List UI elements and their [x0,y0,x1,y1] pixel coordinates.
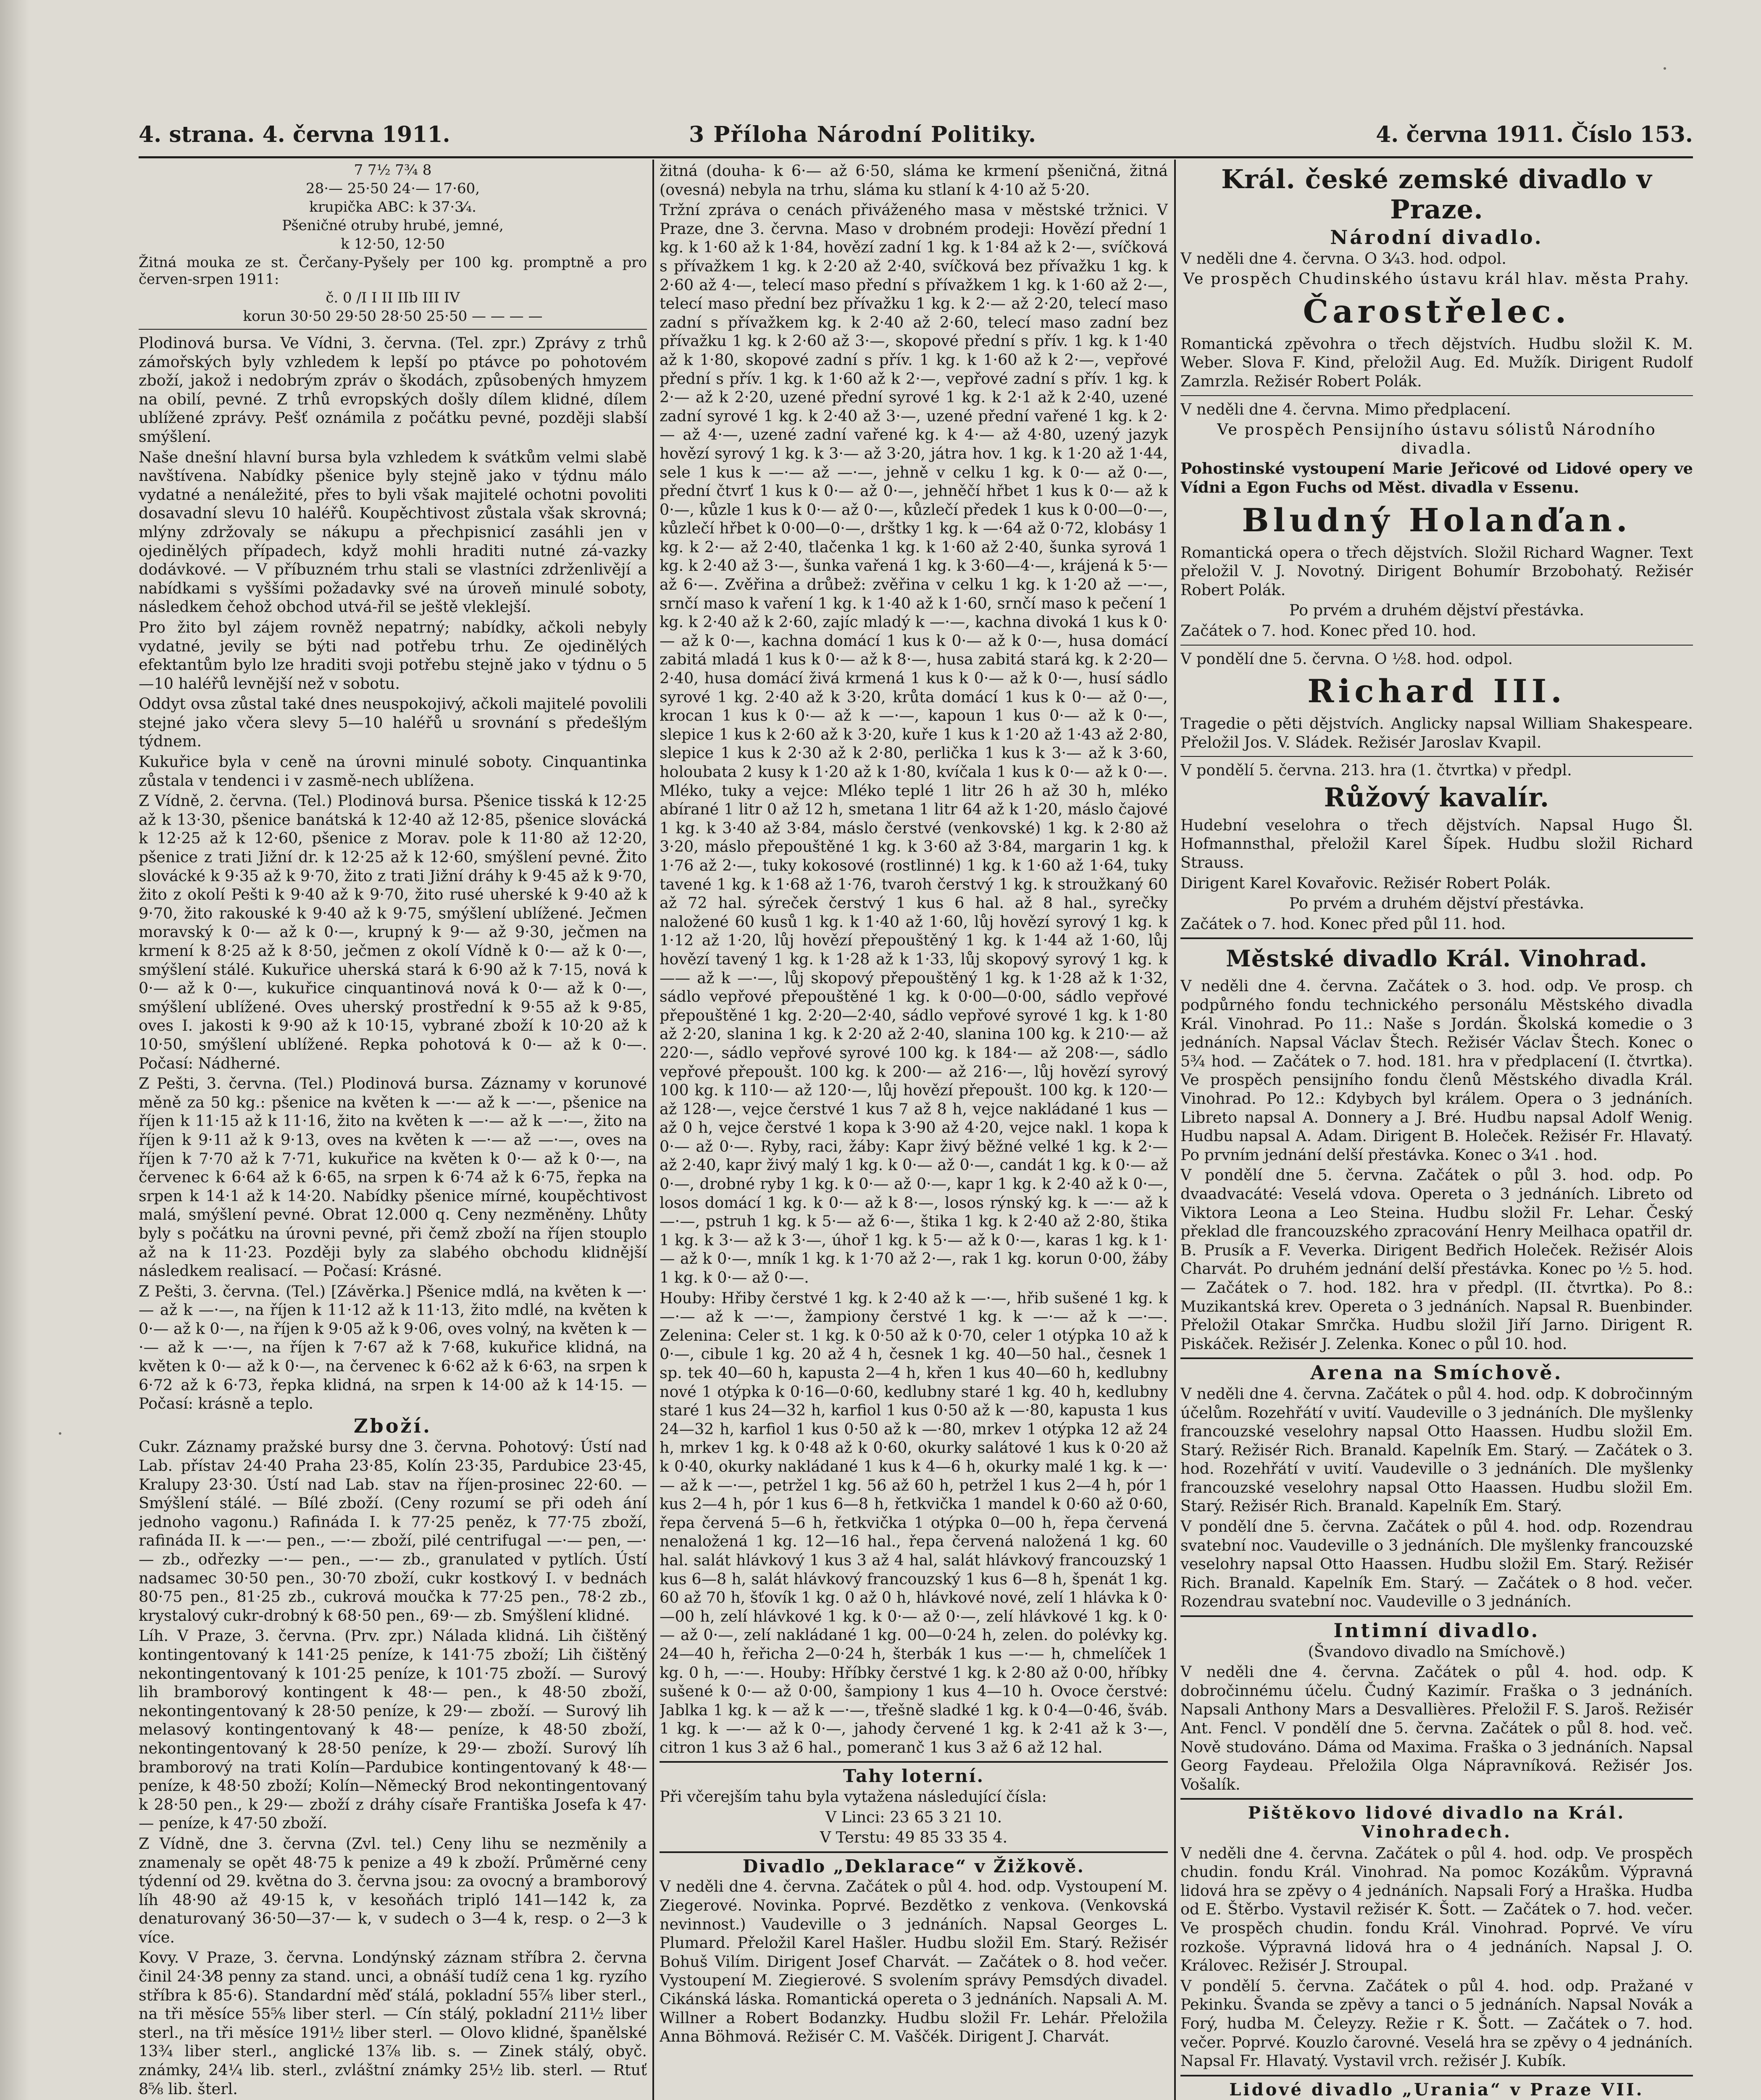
article-paragraph: Z Vídně, 2. června. (Tel.) Plodinová bursa. Pšenice tisská k 12·25 až k 13·30, pšenice banátská k 12·40 až 12·85, pšenice slovácká k 12·25 až k 12·60, pšenice z Morav. pole k 11·80 až 12·20, pšenice z trati Jižní dr. k 12·25 až k 12·60, smýšlení pevné. Žito slovácké k 9·35 až k 9·70, žito z trati Jižní dráhy k 9·45 až k 9·70, žito z okolí Pešti k 9·40 až k 9·70, žito rusé uherské k 9·40 až k 9·70, žito rakouské k 9·40 až k 9·75, smýšlení ublížené. Ječmen moravský k 0·— až k 0·—, krupný k 9·— až 9·30, ječmen na krmení k 8·25 až k 8·50, ječmen z okolí Vídně k 0·— až k 0·—, smýšlení stálé. Kukuřice uherská stará k 6·90 až k 7·15, nová k 0·— až k 0·—, kukuřice cinquantinová nová k 0·— až k 0·—, smýšlení ublížené. Oves uherský prostřední k 9·55 až k 9·85, oves I. jakosti k 9·90 až k 10·15, vybrané zboží k 10·20 až k 10·50, smýšlení ublížené. Repka pohotová k 0·— až k 0·—. Počasí: Nádherné. [139,792,647,1072]
stats-line: Žitná mouka ze st. Čerčany-Pyšely per 100 kg. promptně a pro červen-srpen 1911: [139,254,647,288]
stats-line: krupička ABC: k 37·3⁄₄. [309,199,476,215]
page-header [139,122,1693,155]
column-theatre-listings [1180,162,1693,2100]
header-issue-number: 4. června 1911. Číslo 153. [1376,122,1693,147]
header-rule [139,156,1693,158]
listing-line: V neděli dne 4. června. Začátek o 3. hod. odp. Ve prosp. ch podpůrného fondu technického personálu Městského divadla Král. Vinohrad. Po 11.: Naše s Jordán. Školská komedie o 3 jednáních. Napsal Václav Štech. Režisér Václav Štech. Konec o 5¾ hod. — Začátek o 7. hod. 181. hra v předplacení (I. čtvrtka). Ve prospěch pensijního fondu členů Městského divadla Král. Vinohrad. Po 12.: Kdybych byl králem. Opera o 3 jednáních. Libreto napsal A. Donnery a J. Bré. Hudbu napsal Adolf Wenig. Hudbu napsal A. Adam. Dirigent B. Holeček. Režisér Fr. Hlavatý. Po prvním jednání delší přestávka. Konec o 3⁄₄1 . hod. [1180,977,1693,1164]
listing-line: Romantická zpěvohra o třech dějstvích. Hudbu složil K. M. Weber. Slova F. Kind, přeložil Aug. Ed. Mužík. Dirigent Rudolf Zamrzla. Režisér Robert Polák. [1180,334,1693,390]
article-paragraph: Tržní zpráva o cenách přiváženého masa v městské tržnici. V Praze, dne 3. června. Maso v drobném prodeji: Hovězí přední 1 kg. k 1·60 až k 1·84, hovězí zadní 1 kg. k 1·84 až k 2·—, svíčková s přívažkem 1 kg. k 2·20 až 2·40, svíčková bez přívažku 1 kg. k 2·60 až 4·—, telecí maso přední s přívažkem 1 kg. k 1·60 až 2·—, telecí maso přední bez přívažku 1 kg. k 2·— až 2·20, telecí maso zadní s přívažkem kg. k 2·40 až 2·60, telecí maso zadní bez přívažku 1 kg. k 2·60 až 3·—, skopové přední s přív. 1 kg. k 1·40 až k 1·80, skopové zadní s přív. 1 kg. k 1·60 až k 2·—, vepřové přední s přív. 1 kg. k 1·60 až k 2·—, vepřové zadní s přív. 1 kg. k 2·— až k 2·20, uzené přední syrové 1 kg. k 2·1 až k 2·40, uzené zadní syrové 1 kg. k 2·40 až 3·—, uzené přední vařené 1 kg. k 2·— až 4·—, uzené zadní vařené kg. k 4·— až 4·80, uzený jazyk hovězí syrový 1 kg. k 3·— až 3·20, játra hov. 1 kg. k 1·20 až 1·44, sele 1 kus k —·— až —·—, jehně v celku 1 kg. k 0·— až 0·—, přední čtvrť 1 kus k 0·— až 0·—, jehněčí hřbet 1 kus k 0·— až k 0·—, kůzle 1 kus k 0·— až 0·—, kůzlečí předek 1 kus k 0·00—0·—, kůzlečí hřbet k 0·00—0·—, drštky 1 kg. k —·64 až 0·72, klobásy 1 kg. k 2·— až 2·40, tlačenka 1 kg. k 1·60 až 2·40, šunka syrová 1 kg. k 2·40 až 3·—, šunka vařená 1 kg. k 3·60—4·—, krájená k 5·— až 6·—. Zvěřina a drůbež: zvěřina v celku 1 kg. k 1·20 až —·—, srnčí maso k vaření 1 kg. k 1·40 až k 1·60, srnčí maso k pečení 1 kg. k 2·40 až k 2·60, zajíc mladý k —·—, kachna divoká 1 kus k 0·— až k 0·—, kachna domácí 1 kus k 0·— až k 0·—, husa domácí zabitá mladá 1 kus k 0·— až k 8·—, husa zabitá stará kg. k 2·20—2·40, husa domácí živá krmená 1 kus k 0·— až k 0·—, husí sádlo syrové 1 kg. 2·40 až k 3·20, krůta domácí 1 kus k 0·— až 0·—, krocan 1 kus k 0·— až k —·—, kapoun 1 kus 0·— až k 0·—, slepice 1 kus k 2·60 až k 3·20, kuře 1 kus k 1·20 až 1·43 až 2·80, slepice 1 kus k 2·30 až k 2·80, perlička 1 kus k 3·— až k 3·60, holoubata 2 kusy k 1·20 až k 1·80, kvíčala 1 kus k 0·— až k 0·—. Mléko, tuky a vejce: Mléko teplé 1 litr 26 h až 30 h, mléko abírané 1 litr 0 až 12 h, smetana 1 litr 64 až k 1·20, máslo čajové 1 kg. k 3·40 až 3·84, máslo čerstvé (venkovské) 1 kg. k 2·80 až 3·20, máslo přepouštěné 1 kg. k 3·60 až 3·84, margarin 1 kg. k 1·76 až 2·—, tuky kokosové (rostlinné) 1 kg. k 1·60 až 1·64, tuky tavené 1 kg. k 1·68 až 1·76, tvaroh čerstvý 1 kg. k stroužkaný 60 až 72 hal. sýreček čerstvý 1 kus 6 hal. až 8 hal., syrečky naložené 60 kusů 1 kg. k 1·40 až 1·60, lůj hovězí syrový 1 kg. k 1·12 až 1·20, lůj hovězí přepouštěný 1 kg. k 1·44 až 1·60, lůj hovězí tavený 1 kg. k 1·28 až k 1·33, lůj skopový syrový 1 kg. k —— až k —·—, lůj skopový přepouštěný 1 kg. k 1·28 až k 1·32, sádlo vepřové přepouštěné 1 kg. k 0·00—0·00, sádlo vepřové přepouštěné 1 kg. 2·20—2·40, sádlo vepřové syrové 1 kg. k 1·80 až 2·20, slanina 1 kg. k 2·20 až 2·40, slanina 100 kg. k 210·— až 220·—, sádlo vepřové syrové 100 kg. k 184·— až 208·—, sádlo vepřové přepoušt. 100 kg. k 200·— až 216·—, lůj hovězí syrový 100 kg. k 110·— až 120·—, lůj hovězí přepoušt. 100 kg. k 120·— až 128·—, vejce čerstvé 1 kus 7 až 8 h, vejce nakládané 1 kus — až 0 h, vejce čerstvé 1 kopa k 3·90 až 4·20, vejce nakl. 1 kopa k 0·— až 0·—. Ryby, raci, žáby: Kapr živý běžné velké 1 kg. k 2·— až 2·40, kapr živý malý 1 kg. k 0·— až 0·—, candát 1 kg. k 0·— až 0·—, drobné ryby 1 kg. k 0·— až 0·—, kapr 1 kg. k 2·40 až k 0·—, losos domácí 1 kg. k 0·— až k 8·—, losos rýnský kg. k —·— až k —·—, pstruh 1 kg. k 5·— až 6·—, štika 1 kg. k 2·40 až 2·80, štika 1 kg. k 3·— až k 3·—, úhoř 1 kg. k 5·— až k 0·—, karas 1 kg. k 1·— až k 0·—, mník 1 kg. k 1·70 až 2·—, rak 1 kg. korun 0·00, žáby 1 kg. k 0·— až 0·—. [660,201,1168,1287]
listing-line: Začátek o 7. hod. Konec před 10. hod. [1180,621,1477,640]
theatre-subheading: Národní divadlo. [1330,226,1543,249]
article-paragraph: Kovy. V Praze, 3. června. Londýnský záznam stříbra 2. června činil 24·3⁄8 penny za stand. unci, a obnáší tudíž cena 1 kg. ryzího stříbra k 85·6). Standardní měď stálá, pokladní 55⁷⁄₈ liber sterl., na tři měsíce 55⁵⁄₈ liber sterl. — Cín stálý, pokladní 211½ liber sterl., na tři měsíce 191½ liber sterl. — Olovo klidné, španělské 13³⁄₄ liber sterl., anglické 13⁷⁄₈ lib. s. — Zinek stálý, obyč. známky, 24¼ lib. sterl., zvláštní známky 25½ lib. sterl. — Rtuť 8⁵⁄₈ lib. šterl. [139,1948,647,2098]
stats-line: č. 0 /I I II IIb III IV [326,289,460,306]
article-paragraph: žitná (douha- k 6·— až 6·50, sláma ke krmení pšeničná, žitná (ovesná) nebyla na trhu, sláma ku stlaní k 4·10 až 5·20. [660,162,1168,199]
article-paragraph: Oddyt ovsa zůstal také dnes neuspokojivý, ačkoli majitelé povolili stejné jako včera slevy 5—10 haléřů u srovnání s předešlým týdnem. [139,695,647,751]
stats-line: 7 7½ 7¾ 8 [354,162,432,178]
theatre-heading-pistek: Pištěkovo lidové divadlo na Král. Vinohradech. [1248,1803,1626,1842]
divider [1180,645,1693,646]
play-title: Bludný Holanďan. [1242,501,1632,539]
lottery-row: V Terstu: 49 85 33 35 4. [820,1828,1008,1847]
column-market-reports [139,162,647,2100]
listing-line: V neděli dne 4. června. Začátek o půl 4. hod. odp. K dobročinným účelům. Rozehřátí v uvití. Vaudeville o 3 jednáních. Dle myšlenky francouzské veselohry napsal Otto Haassen. Hudbu složil Em. Starý. Režisér Rich. Branald. Kapelník Em. Starý. — Začátek o 3. hod. Rozehřátí v uvití. Vaudeville o 3 jednáních. Dle myšlenky francouzské veselohry napsal Otto Haassen. Hudbu složil Em. Starý. Režisér Rich. Branald. Kapelník Em. Starý. [1180,1384,1693,1515]
column-divider-1 [652,160,654,2100]
listing-line: V pondělí dne 5. června. Začátek o půl 3. hod. odp. Po dvaadvacáté: Veselá vdova. Opereta o 3 jednáních. Libreto od Viktora Leona a Leo Steina. Hudbu složil Fr. Lehar. Český překlad dle francouzského zpracování Henry Meilhaca opatřil dr. B. Prusík a F. Veverka. Dirigent Bedřich Holeček. Režisér Alois Charvát. Po druhém jednání delší přestávka. Konec po ½ 5. hod. — Začátek o 7. hod. 182. hra v předpl. (II. čtvrtka). Po 8.: Muzikantská krev. Opereta o 3 jednáních. Napsal R. Buenbinder. Přeložil Otakar Smrčka. Hudbu složil Jiří Jarno. Dirigent R. Piskáček. Režisér J. Zelenka. Konec o půl 10. hod. [1180,1166,1693,1353]
article-paragraph: Houby: Hřiby čerstvé 1 kg. k 2·40 až k —·—, hřib sušené 1 kg. k —·— až k —·—, žampiony čerstvé 1 kg. k —·— až k —·—. Zelenina: Celer st. 1 kg. k 0·50 až k 0·70, celer 1 otýpka 10 až k 0·—, cibule 1 kg. 20 až 4 h, česnek 1 kg. 40—50 hal., česnek 1 sp. tek 40—60 h, kapusta 2—4 h, křen 1 kus 40—60 h, kedlubny nové 1 otýpka k 0·16—0·60, kedlubny staré 1 kg. 40 h, kedlubny staré 1 kus 24—32 h, karfiol 1 kus 0·50 až k —·80, kapusta 1 kus 24—32 h, karfiol 1 kus 0·50 až k —·80, mrkev 1 otýpka 12 až 24 h, mrkev 1 kg. k 0·48 až k 0·60, okurky salátové 1 kus k 0·20 až k 0·40, okurky nakládané 1 kus k 4—6 h, okurky malé 1 kg. k —·— až k —·—, petržel 1 kg. 56 až 60 h, petržel 1 kus 2—4 h, pór 1 kus 2—4 h, pór 1 kus 6—8 h, řetkvička 1 mandel k 0·60 až 0·60, řepa červená 5—6 h, řetkvička 1 otýpka 0—00 h, řepa červená nenaložená 1 kg. 12—16 hal., řepa červená naložená 1 kg. 60 hal. salát hlávkový 1 kus 3 až 4 hal, salát hlávkový francouzský 1 kus 6—8 h, salát hlávkový francouzský 1 kus 6—8 h, špenát 1 kg. 60 až 70 h, šťovík 1 kg. 0 až 0 h, hlávkové nové, zelí 1 hlávka k 0·—00 h, zelí hlávkové 1 kg. k 0·— až 0·—, zelí hlávkové 1 kg. k 0·— až 0·—, zelí nakládané 1 kg. 00—0·24 h, zelen. do polévky kg. 24—40 h, řeřicha 2—0·24 h, šterbák 1 kus —·— h, chmelíček 1 kg. 0 h, —·—. Houby: Hříbky čerstvé 1 kg. k 2·80 až 0·00, hříbky sušené k 0·— až 0·00, šampiony 1 kus 4—10 h. Ovoce čerstvé: Jablka 1 kg. k — až k —·—, třešně sladké 1 kg. k 0·4—0·46, šváb. 1 kg. k —·— až k 0·—, jahody červené 1 kg. k 2·41 až k 3·—, citron 1 kus 3 až 6 hal., pomeranč 1 kus 3 až 6 až 12 hal. [660,1289,1168,1756]
listing-line: Ve prospěch Pensijního ústavu sólistů Národního divadla. [1217,420,1656,457]
listing-line: Ve prospěch Chudinského ústavu král hlav. města Prahy. [1183,270,1690,288]
stats-line: Pšeničné otruby hrubé, jemné, [282,217,504,234]
listing-line: Tragedie o pěti dějstvích. Anglicky napsal William Shakespeare. Přeložil Jos. V. Sládek. Režisér Jaroslav Kvapil. [1180,714,1693,751]
theatre-heading-national: Král. české zemské divadlo v Praze. [1221,164,1652,225]
theatre-listing: V neděli dne 4. června. Začátek o půl 4. hod. odp. Vystoupení M. Ziegerové. Novinka. Poprvé. Bezdětko z venkova. (Venkovská nevinnost.) Vaudeville o 3 jednáních. Napsal Georges L. Plumard. Přeložil Karel Hašler. Hudbu složil Em. Starý. Režisér Bohuš Vilím. Dirigent Josef Charvát. — Začátek o 8. hod večer. Vystoupení M. Ziegierové. S svolením správy Pemsdých divadel. Cikánská láska. Romantická opereta o 3 jednáních. Napsali A. M. Willner a Robert Bodanzky. Hudbu složil Fr. Lehár. Přeložila Anna Böhmová. Režisér C. M. Vaščék. Dirigent J. Charvát. [660,1877,1168,2046]
section-heading-goods: Zboží. [353,1414,432,1437]
lottery-row: V Linci: 23 65 3 21 10. [825,1808,1002,1826]
theatre-heading-urania: Lidové divadlo „Urania“ v Praze VII. [1229,2079,1644,2100]
listing-line: V pondělí dne 5. června. O ½8. hod. odpol. [1180,649,1513,668]
listing-line: V neděli dne 4. června. Mimo předplacení. [1180,400,1511,418]
divider [1180,395,1693,396]
listing-line: V neděli dne 4. června. Začátek o půl 4. hod. odp. K dobročinnému účelu. Čudný Kazimír. Fraška o 3 jednáních. Napsali Anthony Mars a Desvallières. Přeložil F. S. Jaroš. Režisér Ant. Fencl. V pondělí dne 5. června. Začátek o půl 8. hod. več. Nově studováno. Dáma od Maxima. Fraška o 3 jednáních. Napsal Georg Faydeau. Přeložila Olga Nápravníková. Režisér Jos. Vošalík. [1180,1663,1693,1793]
listing-line: V pondělí 5. června. Začátek o půl 4. hod. odp. Pražané v Pekinku. Švanda se zpěvy a tanci o 5 jednáních. Napsal Novák a Forý, hudba M. Čeleyzy. Režie r K. Šott. — Začátek o 7. hod. večer. Poprvé. Kouzlo čarovné. Veselá hra se zpěvy o 4 jednáních. Napsal Fr. Hlavatý. Vystavil vrch. režisér J. Kubík. [1180,1977,1693,2070]
divider [1180,756,1693,757]
article-paragraph: Z Pešti, 3. června. (Tel.) Plodinová bursa. Záznamy v korunové měně za 50 kg.: pšenice na květen k —·— až k —·—, pšenice na říjen k 11·15 až k 11·16, žito na květen k —·— až k —·—, žito na říjen k 9·11 až k 9·13, oves na květen k —·— až —·—, oves na říjen k 7·70 až k 7·71, kukuřice na květen k 0·— až k 0·—, na červenec k 6·64 až k 6·65, na srpen k 6·74 až k 6·75, řepka na srpen k 14·1 až k 14·20. Nabídky pšenice mírné, koupěchtivost malá, smýšlení pevné. Obrat 12.000 q. Ceny nezměněny. Lhůty byly s počátku na úrovni pevné, při čemž zboží na říjen stouplo až na k 11·23. Později byly za slabého obchodu klidnější následkem realisací. — Počasí: Krásné. [139,1074,647,1280]
listing-line: Po prvém a druhém dějství přestávka. [1289,894,1585,913]
article-paragraph: Plodinová bursa. Ve Vídni, 3. června. (Tel. zpr.) Zprávy z trhů zámořských byly vzhledem k lepší po ptávce po pohotovém zboží, jakož i nedobrým zpráv o škodách, způsobených hmyzem na obilí, pevné. Z trhů evropských došly dílem klidné, dílem ublížené zprávy. Pešť oznámila z počátku pevné, později slabší smýšlení. [139,334,647,446]
listing-line: V neděli dne 4. června. O 3⁄₄3. hod. odpol. [1180,249,1506,268]
divider [1180,937,1693,939]
theatre-heading: Divadlo „Deklarace“ v Žižkově. [742,1856,1085,1877]
divider [1180,1615,1693,1617]
column-divider-2 [1174,160,1176,2100]
header-date-left: 4. strana. 4. června 1911. [139,122,450,147]
article-paragraph: Cukr. Záznamy pražské bursy dne 3. června. Pohotový: Ústí nad Lab. přístav 24·40 Praha 23·85, Kolín 23·35, Pardubice 23·45, Kralupy 23·30. Ústí nad Lab. stav na říjen-prosinec 22·60. — Smýšlení stálé. — Bílé zboží. (Ceny rozumí se při odeh ání jednoho vagonu.) Rafináda I. k 77·25 peněz, k 77·75 zboží, rafináda II. k —·— pen., —·— zboží, pilé centrifugal —·— pen, —·— zb., odřezky —·— pen., —·— zb., granulated v pytlích. Ústí nadsamec 30·50 pen., 30·70 zboží, cukr kostkový I. v bednách 80·75 pen., 81·25 zb., cukrová moučka k 77·25 pen., 78·2 zb., krystalový cukr-drobný k 68·50 pen., 69·— zb. Smýšlení klidné. [139,1438,647,1625]
listing-line: Po prvém a druhém dějství přestávka. [1289,601,1585,620]
article-paragraph: Líh. V Praze, 3. června. (Prv. zpr.) Nálada klidná. Lih čištěný kontingentovaný k 141·25 peníze, k 141·75 zboží; Lih čištěný nekontingentovaný k 101·25 peníze, k 101·75 zboží. — Surový lih bramborový kontingent k 48·— pen., k 48·50 zboží, nekontingentovaný k 28·50 peníze, k 29·— zboží. — Surový lih melasový kontingentovaný k 48·— peníze, k 48·50 zboží, nekontingentovaný k 28·50 peníze, k 29·— zboží. Surový líh bramborový na trati Kolín—Pardubice kontingentovaný k 48·— peníze, k 48·50 zboží; Kolín—Německý Brod nekontingentovaný k 28·50 pen., k 29·— zboží z dráhy císaře Františka Josefa k 47·— peníze, k 47·50 zboží. [139,1627,647,1832]
listing-line: V pondělí dne 5. června. Začátek o půl 4. hod. odp. Rozendrau svatební noc. Vaudeville o 3 jednáních. Dle myšlenky francouzské veselohry napsal Otto Haassen. Hudbu složil Em. Starý. Režisér Rich. Branald. Kapelník Em. Starý. — Začátek o 8 hod. večer. Rozendrau svatební noc. Vaudeville o 3 jednáních. [1180,1517,1693,1611]
listing-line: V pondělí 5. června. 213. hra (1. čtvrtka) v předpl. [1180,761,1572,780]
article-paragraph: Pro žito byl zájem rovněž nepatrný; nabídky, ačkoli nebyly vydatné, jevily se býti nad potřebu trhu. Ze ojedinělých efektantům bylo lze hraditi svoji potřebu stejně jako v týdnu o 5—10 haléřů levnější než v sobotu. [139,618,647,693]
header-title: 3 Příloha Národní Politiky. [689,122,1037,147]
article-paragraph: Z Vídně, dne 3. června (Zvl. tel.) Ceny lihu se nezměnily a znamenaly se opět 48·75 k penize a 49 k zboží. Průměrné ceny týdenní od 29. května do 3. června jsou: za ovocný a bramborový líh 48·90 až 49·15 k, v kesoňách tripló 141—142 k, za denaturovaný 36·50—37·— k, v sudech o 3—4 k, resp. o 2—3 k více. [139,1834,647,1946]
listing-line: Dirigent Karel Kovařovic. Režisér Robert Polák. [1180,874,1551,892]
listing-line: Pohostinské vystoupení Marie Jeřicové od Lidové opery ve Vídni a Egon Fuchs od Měst. divadla v Essenu. [1180,459,1693,496]
lottery-text: Při včerejším tahu byla vytažena následující čísla: [660,1788,1047,1806]
play-title: Čarostřelec. [1303,292,1571,330]
lottery-heading: Tahy loterní. [843,1766,985,1787]
divider [660,1761,1168,1763]
divider [1180,1357,1693,1359]
listing-line: Hudební veselohra o třech dějstvích. Napsal Hugo Šl. Hofmannsthal, přeložil Karel Šípek. Hudbu složil Richard Strauss. [1180,816,1693,872]
flour-price-table [139,162,647,325]
play-title: Růžový kavalír. [1324,782,1550,813]
listing-line: Začátek o 7. hod. Konec před půl 11. hod. [1180,914,1506,933]
scan-edge-shadow [0,0,29,2100]
theatre-heading-intimni: Intimní divadlo. [1333,1619,1540,1642]
listing-line: Romantická opera o třech dějstvích. Složil Richard Wagner. Text přeložil V. J. Novotný. Dirigent Bohumír Brzobohatý. Režisér Robert Polák. [1180,543,1693,599]
article-paragraph: Z Pešti, 3. června. (Tel.) [Závěrka.] Pšenice mdlá, na květen k —·— až k —·—, na říjen k 11·12 až k 11·13, žito mdlé, na květen k 0·— až k 0·—, na říjen k 9·05 až k 9·06, oves volný, na květen k —·— až k —·—, na říjen k 7·67 až k 7·68, kukuřice klidná, na květen k 0·— až k 0·—, na červenec k 6·62 až k 6·63, na srpen k 6·72 až k 6·73, řepka klidná, na srpen k 14·00 až k 14·15. — Počasí: krásně a teplo. [139,1282,647,1413]
divider [660,1851,1168,1853]
stats-line: k 12·50, 12·50 [341,236,445,252]
divider [139,329,647,330]
theatre-heading-arena: Arena na Smíchově. [1310,1361,1563,1384]
stats-line: korun 30·50 29·50 28·50 25·50 — — — — [243,308,543,325]
play-title: Richard III. [1307,672,1566,710]
divider [1180,2075,1693,2076]
column-market-prices [660,162,1168,2100]
stats-line: 28·— 25·50 24·— 17·60, [305,180,480,197]
theatre-heading-vinohrady: Městské divadlo Král. Vinohrad. [1226,945,1648,972]
article-paragraph: Kukuřice byla v ceně na úrovni minulé soboty. Cinquantinka zůstala v tendenci i v zasmě-nech ublížena. [139,753,647,790]
listing-line: V neděli dne 4. června. Začátek o půl 4. hod. odp. Ve prospěch chudin. fondu Král. Vinohrad. Na pomoc Kozákům. Výpravná lidová hra se zpěvy o 4 jednáních. Napsali Forý a Hraška. Hudba od E. Štěrbo. Vystavil režisér K. Šott. — Začátek o 7. hod. večer. Ve prospěch chudin. fondu Král. Vinohrad. Poprvé. Ve víru rozkoše. Výpravná lidová hra o 4 jednáních. Napsal J. O. Královec. Režisér J. Stroupal. [1180,1844,1693,1975]
article-paragraph: Naše dnešní hlavní bursa byla vzhledem k svátkům velmi slabě navštívena. Nabídky pšenice byly stejně jako v týdnu málo vydatné a nenáležité, přes to byli však majitelé ochotni povoliti dosavadní slevu 10 haléřů. Koupěchtivost zůstala však skrovná; mlýny zdržovaly se nákupu a přechpisnicí zasáhli jen v ojedinělých případech, když mohli hraditi nutné zá-vazky dodávkové. — V příbuzném trhu stali se vlastníci zdrženlivějí a nabídkami s vyššími požadavky své na úroveň minulé soboty, následkem čehož obchod utvá-řil se ještě vleklejší. [139,448,647,616]
listing-line: (Švandovo divadlo na Smíchově.) [1308,1642,1566,1661]
divider [1180,1798,1693,1800]
